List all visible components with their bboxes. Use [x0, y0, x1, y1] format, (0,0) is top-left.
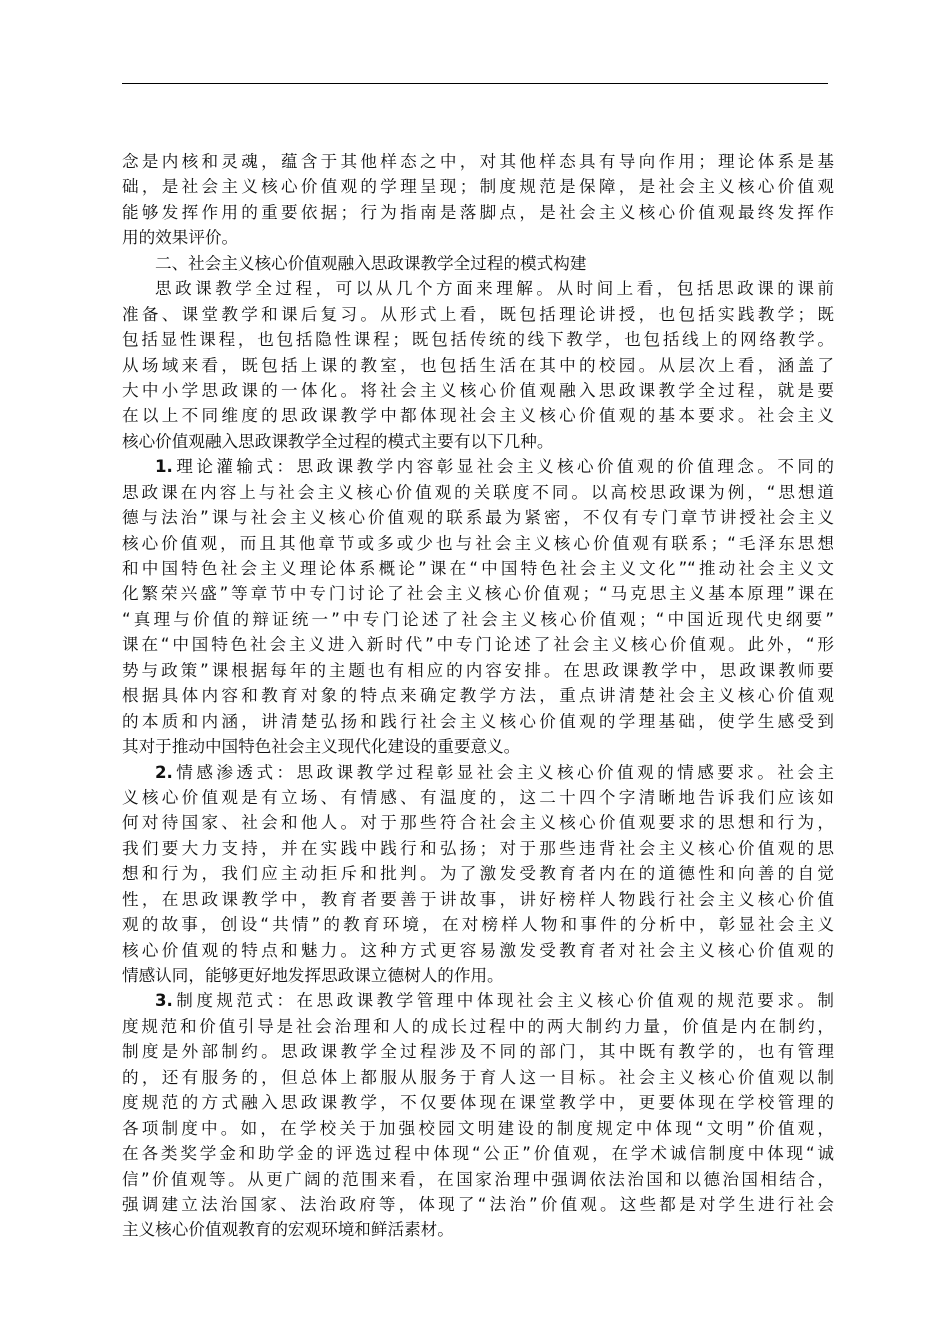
- paragraph-item-3: [122, 988, 834, 1242]
- item-number: 1.: [155, 457, 173, 477]
- paragraph-continuation: [122, 149, 834, 251]
- text-span: 理论灌输式：思政课教学内容彰显社会主义核心价值观的价值理念。不同的: [172, 457, 834, 477]
- paragraph-item-2: [122, 760, 834, 989]
- text-line: 在各类奖学金和助学金的评选过程中体现“公正”价值观，在学术诚信制度中体现“诚: [122, 1144, 834, 1164]
- header-rule: [122, 83, 828, 84]
- text-line: 的本质和内涵，讲清楚弘扬和践行社会主义核心价值观的学理基础，使学生感受到: [122, 711, 834, 731]
- text-line: 核心价值观的特点和魅力。这种方式更容易激发受教育者对社会主义核心价值观的: [122, 940, 834, 960]
- item-number: 3.: [155, 991, 173, 1011]
- text-line: 根据具体内容和教育对象的特点来确定教学方法，重点讲清楚社会主义核心价值观: [122, 686, 834, 706]
- section-heading-text: 二、社会主义核心价值观融入思政课教学全过程的模式构建: [155, 253, 587, 273]
- text-line: 观的故事，创设“共情”的教育环境，在对榜样人物和事件的分析中，彰显社会主义: [122, 915, 834, 935]
- text-line: [122, 988, 834, 1013]
- text-line: 础，是社会主义核心价值观的学理呈现；制度规范是保障，是社会主义核心价值观: [122, 177, 834, 197]
- text-line: 课在“中国特色社会主义进入新时代”中专门论述了社会主义核心价值观。此外，“形: [122, 635, 834, 655]
- text-line: “真理与价值的辩证统一”中专门论述了社会主义核心价值观；“中国近现代史纲要”: [122, 609, 834, 629]
- text-line: 能够发挥作用的重要依据；行为指南是落脚点，是社会主义核心价值观最终发挥作: [122, 202, 834, 222]
- text-line: 性，在思政课教学中，教育者要善于讲故事，讲好榜样人物践行社会主义核心价值: [122, 889, 834, 909]
- document-body: [122, 149, 834, 1243]
- section-heading: [122, 251, 834, 276]
- text-line: 思政课在内容上与社会主义核心价值观的关联度不同。以高校思政课为例，“思想道: [122, 482, 834, 502]
- text-line: 准备、课堂教学和课后复习。从形式上看，既包括理论讲授，也包括实践教学；既: [122, 304, 834, 324]
- text-line: 想和行为，我们应主动拒斥和批判。为了激发受教育者内在的道德性和向善的自觉: [122, 864, 834, 884]
- text-line: 制度是外部制约。思政课教学全过程涉及不同的部门，其中既有教学的，也有管理: [122, 1042, 834, 1062]
- text-line: 包括显性课程，也包括隐性课程；既包括传统的线下教学，也包括线上的网络教学。: [122, 330, 834, 350]
- text-span: 制度规范式：在思政课教学管理中体现社会主义核心价值观的规范要求。制: [172, 991, 834, 1011]
- text-line: 念是内核和灵魂，蕴含于其他样态之中，对其他样态具有导向作用；理论体系是基: [122, 152, 834, 171]
- text-line: 各项制度中。如，在学校关于加强校园文明建设的制度规定中体现“文明”价值观，: [122, 1118, 834, 1138]
- text-line: 信”价值观等。从更广阔的范围来看，在国家治理中强调依法治国和以德治国相结合，: [122, 1169, 834, 1189]
- text-line: 我们要大力支持，并在实践中践行和弘扬；对于那些违背社会主义核心价值观的思: [122, 838, 834, 858]
- text-line: 大中小学思政课的一体化。将社会主义核心价值观融入思政课教学全过程，就是要: [122, 380, 834, 400]
- text-line: 何对待国家、社会和他人。对于那些符合社会主义核心价值观要求的思想和行为，: [122, 813, 834, 833]
- text-line: 从场域来看，既包括上课的教室，也包括生活在其中的校园。从层次上看，涵盖了: [122, 355, 834, 375]
- text-line: 度规范和价值引导是社会治理和人的成长过程中的两大制约力量，价值是内在制约，: [122, 1016, 834, 1036]
- text-span: 情感渗透式：思政课教学过程彰显社会主义核心价值观的情感要求。社会主: [172, 762, 834, 782]
- text-line: 主义核心价值观教育的宏观环境和鲜活素材。: [122, 1220, 454, 1240]
- text-line: 和中国特色社会主义理论体系概论”课在“中国特色社会主义文化”“推动社会主义文: [122, 559, 834, 578]
- text-line: 情感认同，能够更好地发挥思政课立德树人的作用。: [122, 966, 504, 985]
- text-line: 强调建立法治国家、法治政府等，体现了“法治”价值观。这些都是对学生进行社会: [122, 1194, 834, 1214]
- text-line: 德与法治”课与社会主义核心价值观的联系最为紧密，不仅有专门章节讲授社会主义: [122, 508, 834, 528]
- text-line: 势与政策”课根据每年的主题也有相应的内容安排。在思政课教学中，思政课教师要: [122, 660, 834, 680]
- text-line: 其对于推动中国特色社会主义现代化建设的重要意义。: [122, 737, 521, 757]
- text-line: [122, 760, 834, 785]
- paragraph-item-1: [122, 454, 834, 759]
- text-line: 化繁荣兴盛”等章节中专门讨论了社会主义核心价值观；“马克思主义基本原理”课在: [122, 584, 834, 604]
- text-line: 义核心价值观是有立场、有情感、有温度的，这二十四个字清晰地告诉我们应该如: [122, 787, 834, 807]
- text-line: 在以上不同维度的思政课教学中都体现社会主义核心价值观的基本要求。社会主义: [122, 406, 834, 426]
- text-line: 思政课教学全过程，可以从几个方面来理解。从时间上看，包括思政课的课前: [155, 279, 834, 299]
- text-line: 度规范的方式融入思政课教学，不仅要体现在课堂教学中，更要体现在学校管理的: [122, 1093, 834, 1113]
- text-line: [122, 454, 834, 479]
- text-line: 核心价值观融入思政课教学全过程的模式主要有以下几种。: [122, 431, 554, 451]
- paragraph-intro: [122, 276, 834, 454]
- item-number: 2.: [155, 762, 173, 782]
- text-line: 核心价值观，而且其他章节或多或少也与社会主义核心价值观有联系；“毛泽东思想: [122, 533, 834, 553]
- text-line: 用的效果评价。: [122, 228, 239, 248]
- text-line: 的，还有服务的，但总体上都服从服务于育人这一目标。社会主义核心价值观以制: [122, 1067, 834, 1087]
